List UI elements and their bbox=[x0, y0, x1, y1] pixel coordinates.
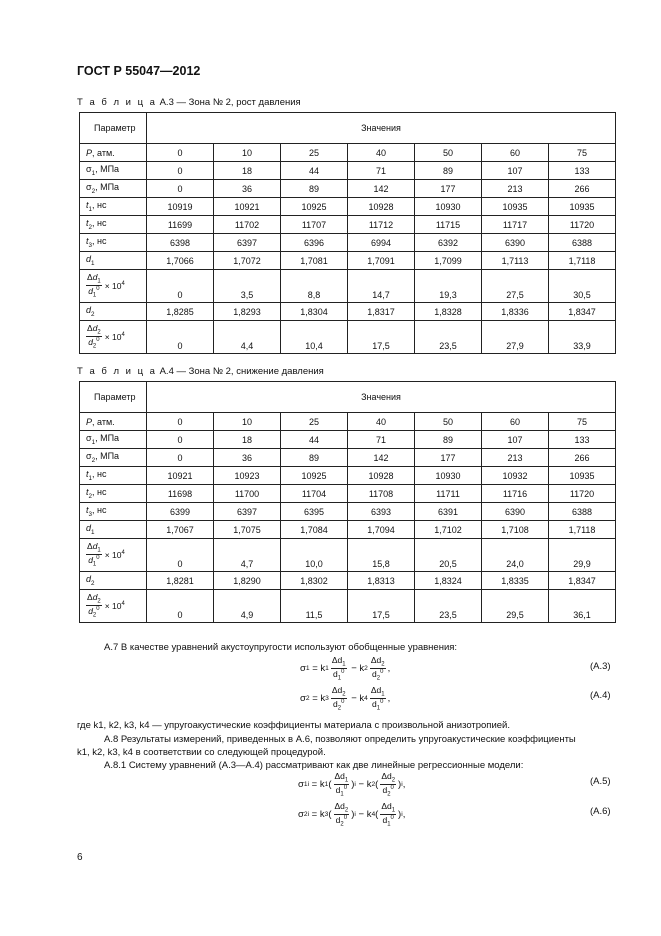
table-cell: 25 bbox=[281, 413, 348, 431]
formula-a6: σ 2i = k 3 ( $\frac{\Delta d_2}{d_2^0}$ ) i − k 4 ( $\frac{\Delta d_1}{d_1^0}$ ) i , bbox=[298, 801, 406, 828]
table-cell: 0 bbox=[147, 162, 214, 180]
table-cell: 6399 bbox=[147, 503, 214, 521]
table-cell: 18 bbox=[214, 162, 281, 180]
table-row bbox=[80, 234, 616, 252]
param-sigma1: $\sigma_1$, МПа bbox=[80, 431, 147, 449]
table-cell: 23,5 bbox=[415, 321, 482, 354]
document-header: ГОСТ Р 55047—2012 bbox=[77, 64, 201, 78]
table-cell: 266 bbox=[549, 449, 616, 467]
table-cell: 1,7094 bbox=[348, 521, 415, 539]
table4-caption: Т а б л и ц а А.4 — Зона № 2, снижение давления bbox=[77, 366, 324, 377]
table-cell: 0 bbox=[147, 590, 214, 623]
table-cell: 40 bbox=[348, 413, 415, 431]
table-cell: 10919 bbox=[147, 198, 214, 216]
table-cell: 1,7099 bbox=[415, 252, 482, 270]
eq-number-a5: (А.5) bbox=[590, 776, 611, 787]
table-cell: 10925 bbox=[281, 198, 348, 216]
table-cell: 0 bbox=[147, 321, 214, 354]
param-t2: $t_2$, нс bbox=[80, 216, 147, 234]
table-cell: 60 bbox=[482, 144, 549, 162]
table-cell: 14,7 bbox=[348, 270, 415, 303]
table-cell: 1,8328 bbox=[415, 303, 482, 321]
table-cell: 6396 bbox=[281, 234, 348, 252]
table-cell: 1,8304 bbox=[281, 303, 348, 321]
table-cell: 11716 bbox=[482, 485, 549, 503]
table-cell: 10921 bbox=[147, 467, 214, 485]
table-cell: 1,8290 bbox=[214, 572, 281, 590]
table-cell: 15,8 bbox=[348, 539, 415, 572]
table-cell: 10930 bbox=[415, 198, 482, 216]
table-row bbox=[80, 216, 616, 234]
table-cell: 1,7067 bbox=[147, 521, 214, 539]
table-cell: 6388 bbox=[549, 503, 616, 521]
table-cell: 89 bbox=[281, 449, 348, 467]
table-cell: 25 bbox=[281, 144, 348, 162]
table-cell: 4,9 bbox=[214, 590, 281, 623]
table-cell: 60 bbox=[482, 413, 549, 431]
table-cell: 1,7091 bbox=[348, 252, 415, 270]
table-a3 bbox=[79, 112, 616, 354]
table-cell: 17,5 bbox=[348, 590, 415, 623]
table-cell: 36 bbox=[214, 180, 281, 198]
table-cell: 6395 bbox=[281, 503, 348, 521]
table-cell: 0 bbox=[147, 144, 214, 162]
table-cell: 50 bbox=[415, 144, 482, 162]
table-cell: 11708 bbox=[348, 485, 415, 503]
table-row bbox=[80, 270, 616, 303]
table-cell: 11707 bbox=[281, 216, 348, 234]
table-cell: 1,8302 bbox=[281, 572, 348, 590]
table-cell: 89 bbox=[281, 180, 348, 198]
table-cell: 89 bbox=[415, 431, 482, 449]
param-rel1: $\frac{\Delta d_1}{d_1^0}$ × $10^4$ bbox=[80, 270, 147, 303]
table-cell: 11704 bbox=[281, 485, 348, 503]
table-cell: 0 bbox=[147, 449, 214, 467]
table-cell: 6391 bbox=[415, 503, 482, 521]
table-row bbox=[80, 431, 616, 449]
table-cell: 8,8 bbox=[281, 270, 348, 303]
table-cell: 11699 bbox=[147, 216, 214, 234]
param-d2: $d_2$ bbox=[80, 572, 147, 590]
eq-number-a3: (А.3) bbox=[590, 661, 611, 672]
table-cell: 33,9 bbox=[549, 321, 616, 354]
param-t1: $t_1$, нс bbox=[80, 198, 147, 216]
table-cell: 10935 bbox=[482, 198, 549, 216]
values-header: Значения bbox=[147, 113, 616, 144]
table-cell: 1,7066 bbox=[147, 252, 214, 270]
table-cell: 10928 bbox=[348, 198, 415, 216]
table-cell: 10928 bbox=[348, 467, 415, 485]
values-header: Значения bbox=[147, 382, 616, 413]
table-cell: 10 bbox=[214, 144, 281, 162]
table-row bbox=[80, 198, 616, 216]
table-cell: 177 bbox=[415, 180, 482, 198]
where-paragraph: где k1, k2, k3, k4 — упругоакустические коэффициенты материала с произвольной анизотропией. bbox=[77, 720, 510, 731]
table-cell: 6392 bbox=[415, 234, 482, 252]
table-cell: 107 bbox=[482, 162, 549, 180]
table-cell: 1,8281 bbox=[147, 572, 214, 590]
table-row bbox=[80, 413, 616, 431]
table-cell: 18 bbox=[214, 431, 281, 449]
table-cell: 1,8347 bbox=[549, 303, 616, 321]
table-cell: 19,3 bbox=[415, 270, 482, 303]
table-cell: 133 bbox=[549, 431, 616, 449]
table-row bbox=[80, 485, 616, 503]
table-cell: 75 bbox=[549, 413, 616, 431]
table-cell: 44 bbox=[281, 162, 348, 180]
table-cell: 44 bbox=[281, 431, 348, 449]
table-cell: 1,8335 bbox=[482, 572, 549, 590]
param-p: P, атм. bbox=[80, 144, 147, 162]
table-cell: 0 bbox=[147, 413, 214, 431]
param-sigma2: $\sigma_2$, МПа bbox=[80, 180, 147, 198]
table-cell: 10932 bbox=[482, 467, 549, 485]
table-cell: 6390 bbox=[482, 503, 549, 521]
table-cell: 177 bbox=[415, 449, 482, 467]
table-cell: 4,4 bbox=[214, 321, 281, 354]
formula-a4: σ 2 = k 3 $\frac{\Delta d_2}{d_2^0}$ − k 4 $\frac{\Delta d_1}{d_1^0}$ , bbox=[300, 685, 391, 712]
table-cell: 1,7075 bbox=[214, 521, 281, 539]
param-d1: $d_1$ bbox=[80, 252, 147, 270]
param-header: Параметр bbox=[80, 382, 147, 413]
table-row bbox=[80, 252, 616, 270]
table-row bbox=[80, 503, 616, 521]
a7-paragraph: А.7 В качестве уравнений акустоупругости используют обобщенные уравнения: bbox=[104, 642, 458, 653]
param-t2: $t_2$, нс bbox=[80, 485, 147, 503]
eq-number-a6: (А.6) bbox=[590, 806, 611, 817]
table-cell: 1,7081 bbox=[281, 252, 348, 270]
table-cell: 75 bbox=[549, 144, 616, 162]
table-cell: 6994 bbox=[348, 234, 415, 252]
param-d2: $d_2$ bbox=[80, 303, 147, 321]
table-row bbox=[80, 539, 616, 572]
table-cell: 6390 bbox=[482, 234, 549, 252]
table-row bbox=[80, 180, 616, 198]
param-t3: $t_3$, нс bbox=[80, 234, 147, 252]
table-cell: 71 bbox=[348, 431, 415, 449]
table-cell: 36,1 bbox=[549, 590, 616, 623]
table-cell: 142 bbox=[348, 449, 415, 467]
table-cell: 213 bbox=[482, 449, 549, 467]
table-cell: 40 bbox=[348, 144, 415, 162]
table-cell: 0 bbox=[147, 431, 214, 449]
table-cell: 10925 bbox=[281, 467, 348, 485]
param-rel2: $\frac{\Delta d_2}{d_2^0}$ × $10^4$ bbox=[80, 321, 147, 354]
table-row bbox=[80, 521, 616, 539]
table-cell: 17,5 bbox=[348, 321, 415, 354]
table-cell: 36 bbox=[214, 449, 281, 467]
table-row bbox=[80, 572, 616, 590]
table-cell: 11712 bbox=[348, 216, 415, 234]
table-cell: 0 bbox=[147, 539, 214, 572]
table-cell: 6398 bbox=[147, 234, 214, 252]
table-cell: 1,7084 bbox=[281, 521, 348, 539]
table-cell: 11717 bbox=[482, 216, 549, 234]
table-cell: 89 bbox=[415, 162, 482, 180]
a81-paragraph: А.8.1 Систему уравнений (А.3—А.4) рассматривают как две линейные регрессионные модели: bbox=[104, 760, 524, 771]
table-cell: 10,4 bbox=[281, 321, 348, 354]
table-cell: 11720 bbox=[549, 216, 616, 234]
table-cell: 1,8324 bbox=[415, 572, 482, 590]
table-cell: 6393 bbox=[348, 503, 415, 521]
param-header: Параметр bbox=[80, 113, 147, 144]
table-row bbox=[80, 449, 616, 467]
table-cell: 1,7102 bbox=[415, 521, 482, 539]
table-cell: 11720 bbox=[549, 485, 616, 503]
table-cell: 23,5 bbox=[415, 590, 482, 623]
table-cell: 10935 bbox=[549, 467, 616, 485]
table-cell: 10,0 bbox=[281, 539, 348, 572]
table-cell: 20,5 bbox=[415, 539, 482, 572]
table-cell: 29,5 bbox=[482, 590, 549, 623]
table-cell: 133 bbox=[549, 162, 616, 180]
param-t1: $t_1$, нс bbox=[80, 467, 147, 485]
table-row bbox=[80, 590, 616, 623]
table-a4 bbox=[79, 381, 616, 623]
table-cell: 71 bbox=[348, 162, 415, 180]
table-cell: 1,7108 bbox=[482, 521, 549, 539]
table-cell: 24,0 bbox=[482, 539, 549, 572]
table-cell: 6397 bbox=[214, 234, 281, 252]
param-p: P, атм. bbox=[80, 413, 147, 431]
table-cell: 11711 bbox=[415, 485, 482, 503]
table-cell: 4,7 bbox=[214, 539, 281, 572]
table3-caption: Т а б л и ц а А.3 — Зона № 2, рост давления bbox=[77, 97, 301, 108]
param-sigma2: $\sigma_2$, МПа bbox=[80, 449, 147, 467]
param-rel1: $\frac{\Delta d_1}{d_1^0}$ × $10^4$ bbox=[80, 539, 147, 572]
a8-line1: А.8 Результаты измерений, приведенных в А.6, позволяют определить упругоакустические коэффициенты bbox=[104, 734, 576, 745]
table-cell: 3,5 bbox=[214, 270, 281, 303]
table-cell: 1,8336 bbox=[482, 303, 549, 321]
table-cell: 10921 bbox=[214, 198, 281, 216]
table-cell: 11715 bbox=[415, 216, 482, 234]
table-cell: 6397 bbox=[214, 503, 281, 521]
table-cell: 10930 bbox=[415, 467, 482, 485]
table-cell: 10 bbox=[214, 413, 281, 431]
table-cell: 10923 bbox=[214, 467, 281, 485]
table-cell: 142 bbox=[348, 180, 415, 198]
a8-line2: k1, k2, k3, k4 в соответствии со следующей процедурой. bbox=[77, 747, 326, 758]
table-cell: 27,5 bbox=[482, 270, 549, 303]
table-cell: 1,8317 bbox=[348, 303, 415, 321]
formula-a5: σ 1i = k 1 ( $\frac{\Delta d_1}{d_1^0}$ ) i − k 2 ( $\frac{\Delta d_2}{d_2^0}$ ) i , bbox=[298, 771, 406, 798]
table-cell: 50 bbox=[415, 413, 482, 431]
table-cell: 0 bbox=[147, 270, 214, 303]
table-cell: 1,7072 bbox=[214, 252, 281, 270]
param-t3: $t_3$, нс bbox=[80, 503, 147, 521]
table-cell: 1,8313 bbox=[348, 572, 415, 590]
table-cell: 107 bbox=[482, 431, 549, 449]
formula-a3: σ 1 = k 1 $\frac{\Delta d_1}{d_1^0}$ − k 2 $\frac{\Delta d_2}{d_2^0}$ , bbox=[300, 655, 391, 682]
table-cell: 1,7113 bbox=[482, 252, 549, 270]
table-cell: 1,7118 bbox=[549, 521, 616, 539]
table-row bbox=[80, 303, 616, 321]
table-cell: 11698 bbox=[147, 485, 214, 503]
table-cell: 266 bbox=[549, 180, 616, 198]
page-number: 6 bbox=[77, 852, 83, 863]
table-row bbox=[80, 467, 616, 485]
table-cell: 1,7118 bbox=[549, 252, 616, 270]
table-row bbox=[80, 144, 616, 162]
table-cell: 1,8285 bbox=[147, 303, 214, 321]
table-cell: 29,9 bbox=[549, 539, 616, 572]
table-cell: 27,9 bbox=[482, 321, 549, 354]
table-cell: 213 bbox=[482, 180, 549, 198]
param-d1: $d_1$ bbox=[80, 521, 147, 539]
table-row bbox=[80, 321, 616, 354]
table-cell: 11,5 bbox=[281, 590, 348, 623]
table-cell: 1,8293 bbox=[214, 303, 281, 321]
table-cell: 1,8347 bbox=[549, 572, 616, 590]
table-cell: 0 bbox=[147, 180, 214, 198]
table-row bbox=[80, 162, 616, 180]
table-cell: 11700 bbox=[214, 485, 281, 503]
eq-number-a4: (А.4) bbox=[590, 690, 611, 701]
table-cell: 10935 bbox=[549, 198, 616, 216]
table-cell: 30,5 bbox=[549, 270, 616, 303]
param-rel2: $\frac{\Delta d_2}{d_2^0}$ × $10^4$ bbox=[80, 590, 147, 623]
table-cell: 11702 bbox=[214, 216, 281, 234]
param-sigma1: $\sigma_1$, МПа bbox=[80, 162, 147, 180]
table-cell: 6388 bbox=[549, 234, 616, 252]
